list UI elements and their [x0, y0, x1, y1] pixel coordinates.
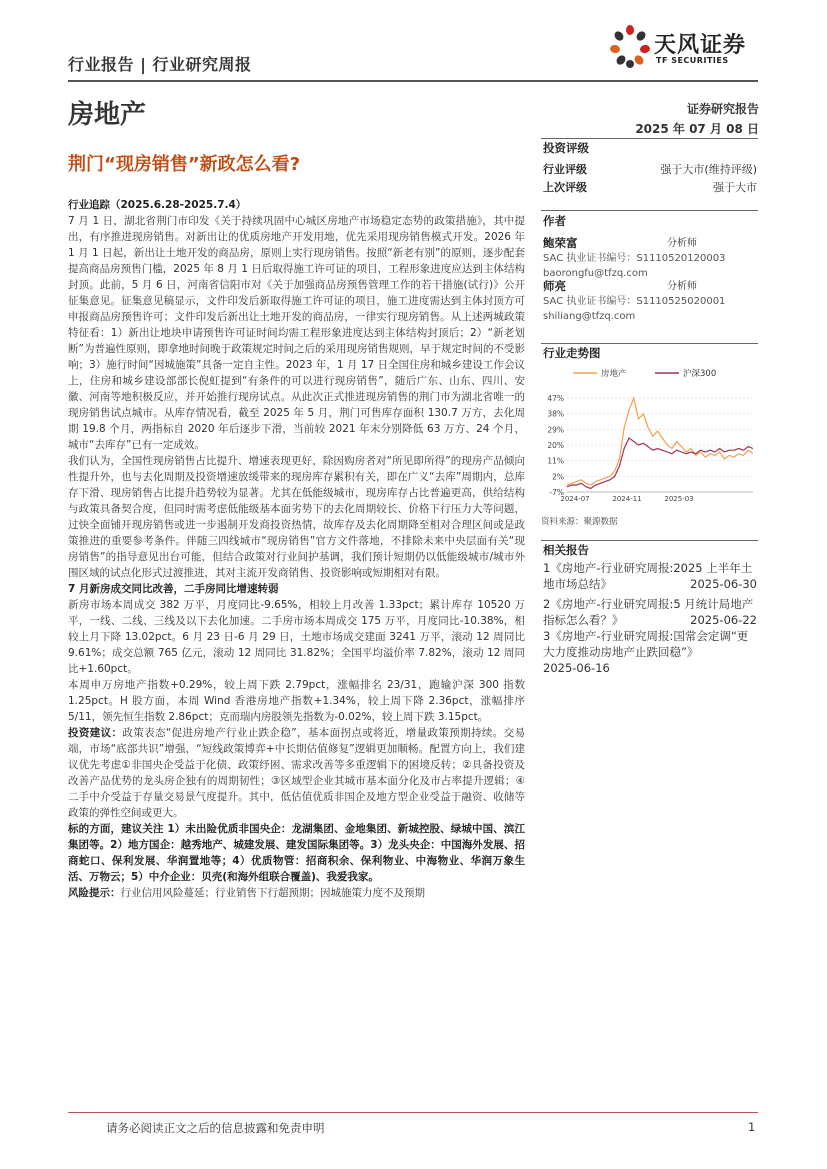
series-line — [567, 398, 753, 485]
related-report-item[interactable] — [543, 596, 757, 628]
legend-label: 沪深300 — [683, 369, 717, 379]
x-tick-label: 2025-03 — [664, 495, 694, 503]
rating-row — [543, 161, 757, 177]
report-type: 证券研究报告 — [686, 102, 759, 116]
sidebar-divider — [541, 210, 758, 211]
y-tick-label: 2% — [552, 472, 564, 482]
footer-disclaimer: 请务必阅读正文之后的信息披露和免责申明 — [106, 1121, 325, 1135]
paragraph-market: 新房市场本周成交 382 万平，月度同比-9.65%，相较上月改善 1.33pct；累计库存 10520 万平，一线、二线、三线及以下去化加速。二手房市场本周成交 175 万平，月度同比-10.38%，相较上月下降 13.02pct。6 月 23 日-6 月 29 日，土地市场成交建面 3241 万平，滚动 12 周同比 9.61%；成交总额 765 亿元，滚动 12 周同比 31.82%；全国平均溢价率 7.82%，滚动 12 周同比+1.60pct。 — [68, 599, 525, 675]
author-role: 分析师 — [667, 238, 697, 249]
doc-type: 行业报告 | 行业研究周报 — [68, 55, 252, 74]
page-number: 1 — [748, 1120, 756, 1134]
y-tick-label: -7% — [549, 488, 564, 497]
series-line — [567, 438, 753, 489]
paragraph-targets: 标的方面，建议关注 1）未出险优质非国央企：龙湖集团、金地集团、新城控股、绿城中国、滨江集团等。2）地方国企：越秀地产、城建发展、建发国际集团等。3）龙头央企：中国海外发展、招商蛇口、保利发展、华润置地等；4）优质物管：招商积余、保利物业、中海物业、华润万象生活、万物云；5）中介企业：贝壳(和海外组联合覆盖)、我爱我家。 — [68, 823, 525, 883]
risk-text: 行业信用风险蔓延；行业销售下行超预期；因城施策力度不及预期 — [120, 887, 425, 899]
paragraph-risk — [68, 885, 525, 901]
company-logo — [610, 22, 760, 72]
author-role: 分析师 — [667, 281, 697, 292]
rating-value: 强于大市(维持评级) — [660, 163, 757, 176]
author-title: 作者 — [543, 214, 566, 228]
main-body — [68, 197, 525, 901]
sidebar-divider — [541, 138, 758, 139]
logo-text-cn: 天风证券 — [654, 33, 747, 58]
y-tick-label: 20% — [547, 441, 564, 450]
author-email[interactable]: shiliang@tfzq.com — [543, 311, 636, 322]
paragraph-suggestion — [68, 725, 525, 821]
sidebar-divider — [541, 540, 758, 541]
suggestion-text: 政策表态“促进房地产行业止跌企稳”，基本面拐点或将近，增量政策预期持续。交易端，市场“底部共识”增强，“短线政策博弈+中长期估值修复”逻辑更加顺畅。配置方向上，我们建议优先考虑①非国央企受益于化债、政策纾困、需求改善等多重逻辑下的困境反转；②具备投资及改善产品优势的龙头房企独有的周期韧性；③区域型企业其城市基本面分化及市占率提升逻辑；④二手中介受益于存量交易景气度提升。其中，低估值优质非国企及地方型企业受益于融资、收储等政策的弹性空间或更大。 — [68, 727, 525, 819]
trend-chart-svg — [541, 362, 758, 512]
y-tick-label: 47% — [547, 394, 564, 403]
related-report-title[interactable]: 1《房地产-行业研究周报:2025 上半年土地市场总结》 — [543, 561, 753, 591]
header-divider — [68, 80, 758, 82]
suggestion-label: 投资建议： — [68, 727, 123, 739]
paragraph-index: 本周申万房地产指数+0.29%，较上周下跌 2.79pct，涨幅排名 23/31，跑输沪深 300 指数 1.25pct。H 股方面，本周 Wind 香港房地产指数+1.34%，较上周下降 2.36pct，涨幅排序 5/11，领先恒生指数 2.86pct；克而瑞内房股领先指数为-0.02%，较上周下跌 3.15pct。 — [68, 679, 525, 723]
prev-rating-row — [543, 179, 757, 195]
trend-chart — [541, 362, 758, 512]
x-tick-label: 2024-07 — [560, 495, 590, 503]
author-sac: SAC 执业证书编号：S1110525020001 — [543, 296, 726, 307]
paragraph-policy: 7 月 1 日，湖北省荆门市印发《关于持续巩固中心城区房地产市场稳定态势的政策措施》，其中提出，有序推进现房销售。对新出让的优质房地产开发用地，优先采用现房销售模式开发。2026 年 1 月 1 日起，新出让土地开发的商品房，原则上实行现房销售。按照“新老有别”的原则，逐步配套提高商品房预售门槛，2025 年 8 月 1 日后取得施工许可证的项目，工程形象进度应达到主体结构封顶。此前，5 月 6 日，河南省信阳市对《关于加强商品房预售管理工作的若干措施(试行)》公开征集意见。征集意见稿显示，文件印发后新取得施工许可证的项目，施工进度需达到主体封顶方可申报商品房预售许可；文件印发后新出让土地开发的商品房，一律实行现房销售。从上述两城政策特征看：1）新出让地块申请预售许可证时间均需工程形象进度达到主体结构封顶后；2）“新老划断”为普遍性原则，即拿地时间晚于政策规定时间之后的采用现房销售规则，早于规定时间的不受影响；3）施行时间“因城施策”具备一定自主性。2023 年，1 月 17 日全国住房和城乡建设工作会议上，住房和城乡建设部部长倪虹提到“有条件的可以进行现房销售”，随后广东、山东、四川、安徽、河南等地积极反应，并开始推行现房试点。从此次正式推进现房销售的荆门市为湖北省唯一的现房销售试点城市。从库存情况看，截至 2025 年 5 月，荆门可售库存面积 130.7 万方，去化周期 19.8 个月，两指标自 2020 年后逐步下滑，当前较 2021 年末分别降低 63 万方、24 个月，城市“去库存”已有一定成效。 — [68, 215, 525, 451]
author-card — [543, 279, 757, 324]
x-tick-label: 2024-11 — [612, 495, 642, 503]
footer-divider — [68, 1112, 758, 1113]
author-name: 鲍荣富 — [543, 236, 578, 250]
related-report-date: 2025-06-16 — [543, 661, 610, 675]
logo-mark-icon — [610, 24, 650, 68]
section-market: 7 月新房成交同比改善，二手房同比增速转弱 — [68, 583, 279, 595]
author-card — [543, 236, 757, 281]
prev-rating-value: 强于大市 — [713, 181, 757, 194]
author-email[interactable]: baorongfu@tfzq.com — [543, 268, 648, 279]
logo-text-en: TF SECURITIES — [656, 56, 729, 65]
legend-label: 房地产 — [601, 369, 627, 379]
rating-title: 投资评级 — [543, 141, 589, 155]
section-industry-tracking: 行业追踪（2025.6.28-2025.7.4） — [68, 199, 247, 211]
related-title: 相关报告 — [543, 543, 589, 557]
related-report-date: 2025-06-30 — [690, 577, 757, 591]
risk-label: 风险提示： — [68, 887, 121, 899]
report-headline: 荆门“现房销售”新政怎么看? — [68, 154, 301, 175]
author-sac: SAC 执业证书编号：S1110520120003 — [543, 253, 726, 264]
paragraph-opinion: 我们认为，全国性现房销售占比提升、增速表现更好，除因购房者对“所见即所得”的现房产品倾向性提升外，也与去化周期及投资增速放缓带来的现房库存累积有关，即在广义“去库”周期内，总库存下滑、现房销售占比提升趋势较为显著。尤其在低能级城市，现房库存占比普遍更高，供给结构与政策具备契合度，但同时需考虑低能级基本面劣势下的去化周期较长、价格下行压力大等问题，过快全面铺开现房销售或进一步遏制开发商投资热情，故库存及去化周期降至相对合理区间或是政策推进的重要参考条件。伴随三四线城市“现房销售”官方文件落地，不排除未来中央层面有关“现房销售”的指导意见出台可能，但结合政策对行业间护基调，我们预计短期仍以低能级城市/城市外围区域的试点化形式过渡推进，其对主流开发商销售、投资影响或短期相对有限。 — [68, 455, 525, 579]
sector-title: 房地产 — [68, 100, 147, 130]
chart-source: 资料来源：聚源数据 — [541, 517, 618, 527]
related-report-title[interactable]: 3《房地产-行业研究周报:国常会定调“更大力度推动房地产止跌回稳”》 — [543, 629, 749, 659]
related-report-date: 2025-06-22 — [690, 613, 757, 627]
y-tick-label: 29% — [547, 425, 564, 435]
y-tick-label: 11% — [547, 456, 564, 466]
related-report-title[interactable]: 2《房地产-行业研究周报:5 月统计局地产指标怎么看？》 — [543, 597, 754, 627]
related-report-item[interactable] — [543, 560, 757, 592]
prev-rating-label: 上次评级 — [543, 181, 587, 194]
y-tick-label: 38% — [547, 409, 564, 419]
report-date: 2025 年 07 月 08 日 — [635, 122, 759, 136]
related-report-item[interactable] — [543, 628, 757, 676]
rating-label: 行业评级 — [543, 163, 587, 176]
trend-title: 行业走势图 — [543, 346, 601, 360]
sidebar-divider — [541, 343, 758, 344]
author-name: 师亮 — [543, 279, 566, 293]
